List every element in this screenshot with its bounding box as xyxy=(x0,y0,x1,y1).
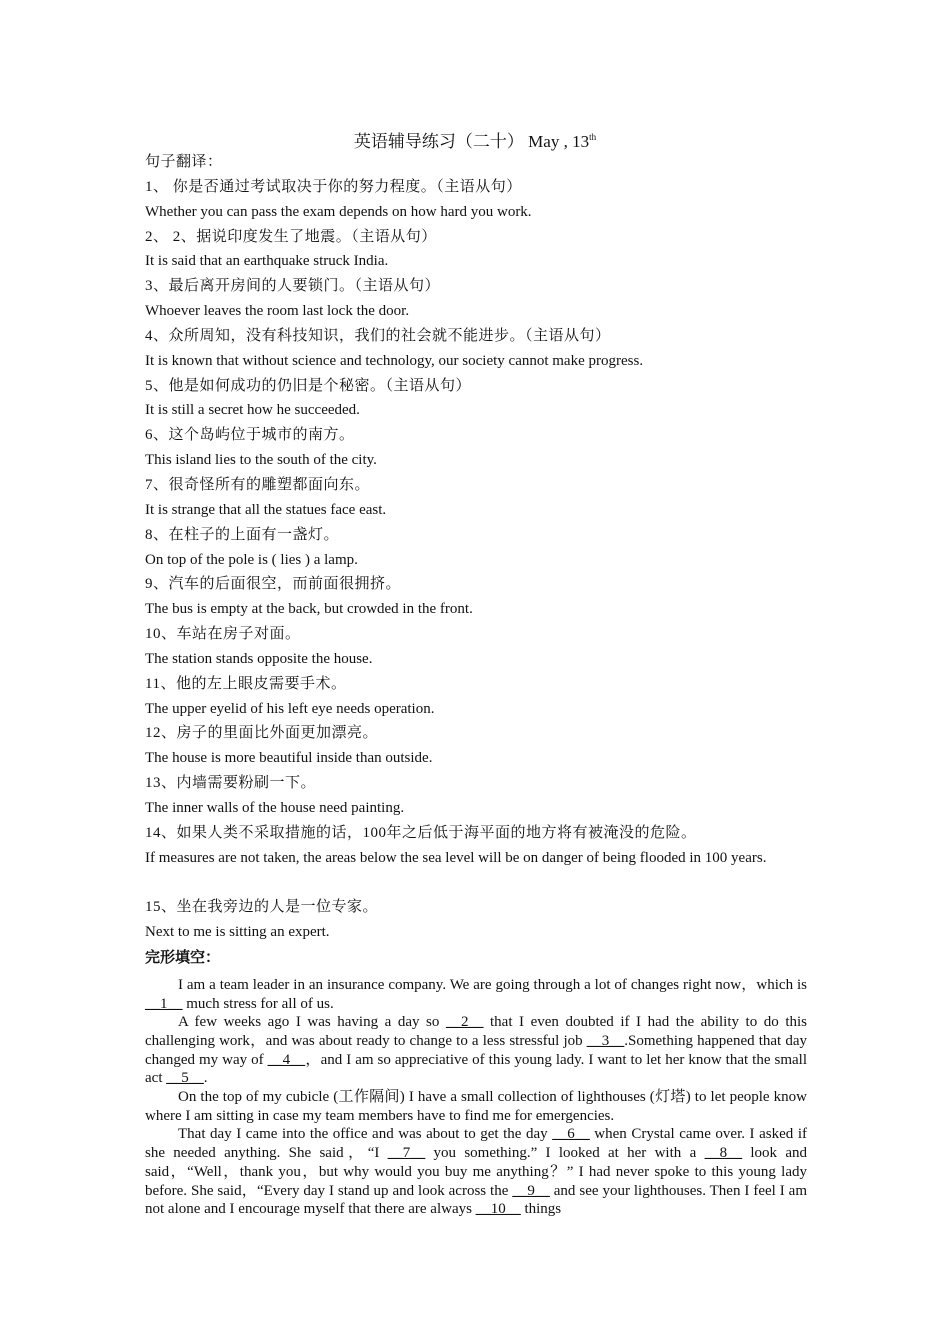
passage-text: that I even doubted if I had the ability to do this challenging work，and was about ready to change to a less stressful job xyxy=(145,1014,808,1049)
cloze-blank: __10__ xyxy=(475,1201,521,1218)
cloze-blank: __9__ xyxy=(512,1182,550,1199)
document-body xyxy=(145,150,807,1219)
english-translation: Whoever leaves the room last lock the door. xyxy=(145,303,410,320)
chinese-sentence: 3、最后离开房间的人要锁门。（主语从句） xyxy=(145,278,441,295)
english-translation: This island lies to the south of the city. xyxy=(145,452,377,469)
cloze-paragraph xyxy=(145,1013,807,1088)
title-superscript: th xyxy=(589,132,597,142)
english-translation: The inner walls of the house need painting. xyxy=(145,799,405,816)
english-translation: The station stands opposite the house. xyxy=(145,650,373,667)
cloze-blank: __3__ xyxy=(586,1032,625,1049)
page-title xyxy=(0,126,950,153)
passage-text: look and said，“Well，thank you，but why would you buy me anything？” I had never spoke to this young lady before. She said，“Every day I stand up and look across the xyxy=(145,1145,808,1199)
chinese-sentence: 14、如果人类不采取措施的话，100年之后低于海平面的地方将有被淹没的危险。 xyxy=(145,824,697,841)
cloze-passage xyxy=(145,976,807,1219)
english-translation: The house is more beautiful inside than outside. xyxy=(145,750,433,767)
chinese-sentence: 8、在柱子的上面有一盏灯。 xyxy=(145,526,340,543)
cloze-paragraph xyxy=(145,1088,807,1125)
section-heading-cloze: 完形填空： xyxy=(145,948,221,966)
cloze-blank: __8__ xyxy=(704,1145,743,1162)
cloze-blank: __6__ xyxy=(552,1126,590,1143)
cloze-blank: __2__ xyxy=(445,1014,484,1031)
title-text: 英语辅导练习（二十） May , 13 xyxy=(353,132,590,151)
english-translation: The upper eyelid of his left eye needs operation. xyxy=(145,700,435,717)
chinese-sentence: 4、众所周知，没有科技知识，我们的社会就不能进步。（主语从句） xyxy=(145,327,611,344)
english-translation: The bus is empty at the back, but crowded in the front. xyxy=(145,601,473,618)
chinese-sentence: 2、 2、据说印度发生了地震。（主语从句） xyxy=(145,228,437,245)
chinese-sentence: 15、坐在我旁边的人是一位专家。 xyxy=(145,899,379,916)
english-translation: If measures are not taken, the areas below the sea level will be on danger of being flooded in 100 years. xyxy=(145,849,767,866)
passage-text: much stress for all of us. xyxy=(182,995,334,1012)
chinese-sentence: 13、内墙需要粉刷一下。 xyxy=(145,775,317,792)
english-translation: Next to me is sitting an expert. xyxy=(145,924,330,941)
passage-text: .Something happened that day changed my way of xyxy=(145,1032,807,1068)
passage-text: A few weeks ago I was having a day so xyxy=(178,1014,446,1031)
chinese-sentence: 11、他的左上眼皮需要手术。 xyxy=(145,675,347,692)
cloze-blank: __7__ xyxy=(387,1145,426,1162)
passage-text: I am a team leader in an insurance company. We are going through a lot of changes right now，which is xyxy=(178,976,807,993)
section-heading-translation: 句子翻译： xyxy=(145,154,223,170)
cloze-paragraph xyxy=(145,1125,807,1219)
passage-text: things xyxy=(520,1201,562,1218)
passage-text: you something.” I looked at her with a xyxy=(425,1145,705,1162)
cloze-blank: __1__ xyxy=(145,995,183,1012)
passage-text: and see your lighthouses. Then I feel I am not alone and I encourage myself that there are always xyxy=(145,1182,807,1218)
chinese-sentence: 1、 你是否通过考试取决于你的努力程度。（主语从句） xyxy=(145,178,522,195)
english-translation: Whether you can pass the exam depends on how hard you work. xyxy=(145,203,532,220)
cloze-blank: __5__ xyxy=(166,1070,204,1087)
english-translation: It is said that an earthquake struck India. xyxy=(145,253,389,270)
passage-text: . xyxy=(203,1070,208,1087)
english-translation: On top of the pole is ( lies ) a lamp. xyxy=(145,551,358,568)
passage-text: ，and I am so appreciative of this young lady. I want to let her know that the small act xyxy=(145,1051,807,1087)
chinese-sentence: 7、很奇怪所有的雕塑都面向东。 xyxy=(145,476,371,493)
passage-text: On the top of my cubicle (工作隔间) I have a small collection of lighthouses (灯塔) to let people know where I am sitting in case my team members have to find me for emergencies. xyxy=(145,1089,807,1124)
chinese-sentence: 12、房子的里面比外面更加漂亮。 xyxy=(145,725,379,742)
passage-text: That day I came into the office and was about to get the day xyxy=(178,1126,553,1143)
chinese-sentence: 10、车站在房子对面。 xyxy=(145,626,301,643)
passage-text: when Crystal came over. I asked if she needed anything. She said，“I xyxy=(145,1126,807,1162)
chinese-sentence: 6、这个岛屿位于城市的南方。 xyxy=(145,427,355,444)
chinese-sentence: 9、汽车的后面很空，而前面很拥挤。 xyxy=(145,576,402,593)
chinese-sentence: 5、他是如何成功的仍旧是个秘密。（主语从句） xyxy=(145,377,472,394)
english-translation: It is known that without science and technology, our society cannot make progress. xyxy=(145,352,644,369)
english-translation: It is strange that all the statues face east. xyxy=(145,501,387,518)
english-translation: It is still a secret how he succeeded. xyxy=(145,402,360,419)
cloze-blank: __4__ xyxy=(267,1051,306,1068)
cloze-paragraph xyxy=(145,976,807,1013)
